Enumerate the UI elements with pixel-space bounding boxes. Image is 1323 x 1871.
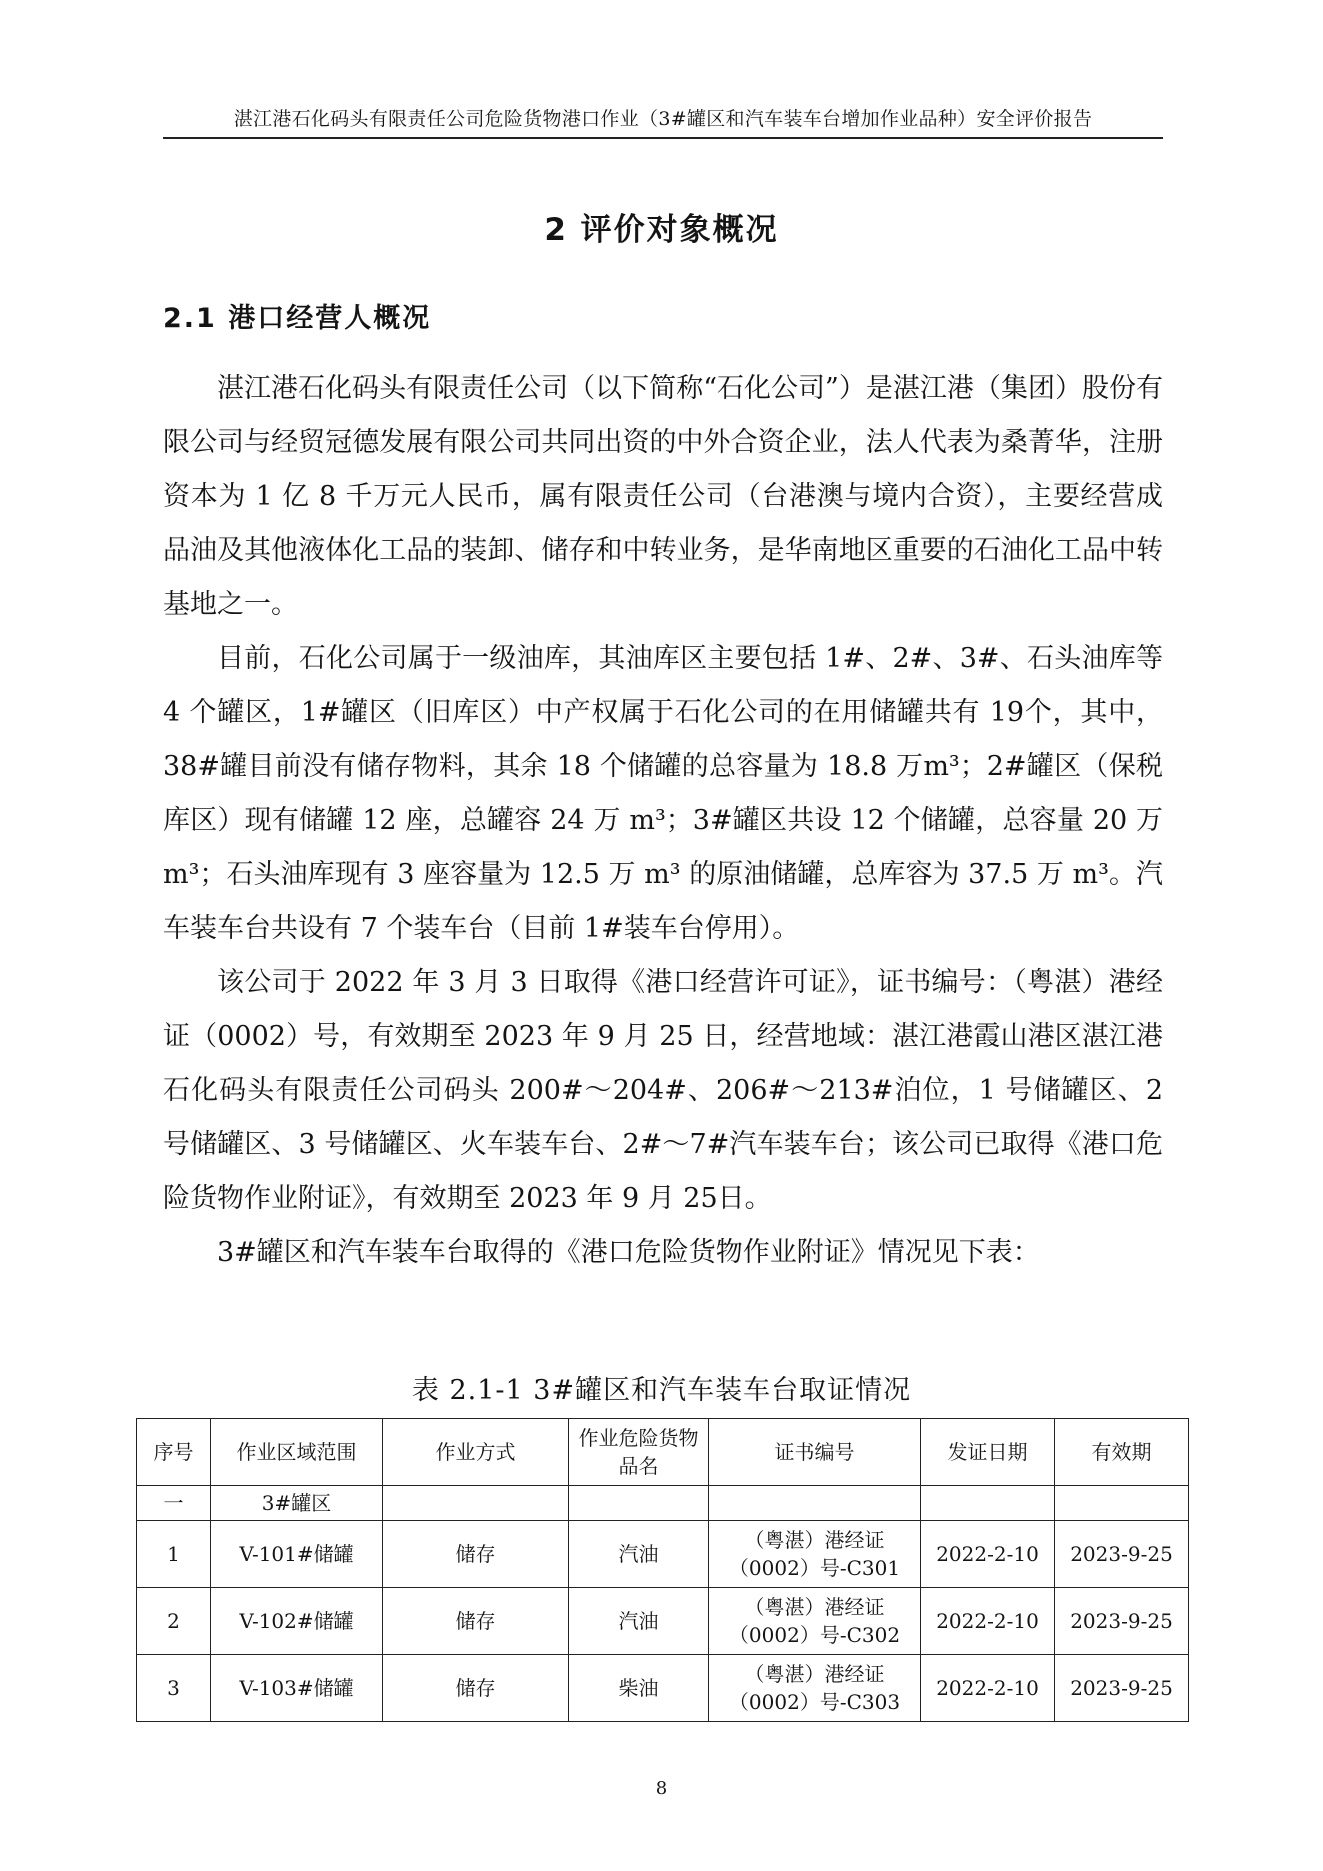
cell-issue-date: 2022-2-10 [921, 1655, 1055, 1722]
column-header-index: 序号 [137, 1419, 211, 1486]
table-group-row [137, 1486, 1189, 1521]
column-header-valid-until: 有效期 [1055, 1419, 1189, 1486]
permit-table [136, 1418, 1189, 1722]
table-row [137, 1655, 1189, 1722]
cell-area: V-102#储罐 [211, 1588, 383, 1655]
cell-mode: 储存 [383, 1655, 569, 1722]
cell-cargo: 汽油 [569, 1588, 709, 1655]
paragraph-company-intro: 湛江港石化码头有限责任公司（以下简称“石化公司”）是湛江港（集团）股份有限公司与经贸冠德发展有限公司共同出资的中外合资企业，法人代表为桑菁华，注册资本为 1 亿 8 千万元人民币，属有限责任公司（台港澳与境内合资），主要经营成品油及其他液体化工品的装卸、储存和中转业务，是华南地区重要的石油化工品中转基地之一。 [163, 373, 1163, 620]
table-header-row [137, 1419, 1189, 1486]
cell-mode: 储存 [383, 1588, 569, 1655]
table-row [137, 1588, 1189, 1655]
cert-line-1: （粤湛）港经证 [744, 1528, 885, 1552]
column-header-cargo: 作业危险货物品名 [569, 1419, 709, 1486]
column-header-area: 作业区域范围 [211, 1419, 383, 1486]
cell-issue-date: 2022-2-10 [921, 1521, 1055, 1588]
cert-line-1: （粤湛）港经证 [744, 1662, 885, 1686]
cert-line-2: （0002）号-C301 [728, 1556, 901, 1580]
column-header-certificate: 证书编号 [709, 1419, 921, 1486]
chapter-title: 2 评价对象概况 [544, 212, 779, 248]
cell-valid-until: 2023-9-25 [1055, 1588, 1189, 1655]
cell-certificate [709, 1588, 921, 1655]
group-area: 3#罐区 [211, 1486, 383, 1521]
section-title: 2.1 港口经营人概况 [163, 303, 432, 334]
empty-cell [1055, 1486, 1189, 1521]
empty-cell [569, 1486, 709, 1521]
group-index: 一 [137, 1486, 211, 1521]
cell-cargo: 柴油 [569, 1655, 709, 1722]
cell-valid-until: 2023-9-25 [1055, 1521, 1189, 1588]
cell-mode: 储存 [383, 1521, 569, 1588]
empty-cell [383, 1486, 569, 1521]
cert-line-2: （0002）号-C303 [728, 1690, 901, 1714]
empty-cell [709, 1486, 921, 1521]
page-number: 8 [655, 1778, 668, 1799]
cell-index: 3 [137, 1655, 211, 1722]
cell-valid-until: 2023-9-25 [1055, 1655, 1189, 1722]
running-header: 湛江港石化码头有限责任公司危险货物港口作业（3#罐区和汽车装车台增加作业品种）安全评价报告 [233, 108, 1093, 130]
cell-index: 2 [137, 1588, 211, 1655]
header-divider [163, 137, 1163, 139]
cell-index: 1 [137, 1521, 211, 1588]
cell-certificate [709, 1521, 921, 1588]
cell-cargo: 汽油 [569, 1521, 709, 1588]
column-header-mode: 作业方式 [383, 1419, 569, 1486]
body-text [163, 362, 1163, 1280]
column-header-issue-date: 发证日期 [921, 1419, 1055, 1486]
table-row [137, 1521, 1189, 1588]
cell-certificate [709, 1655, 921, 1722]
cell-issue-date: 2022-2-10 [921, 1588, 1055, 1655]
paragraph-tank-areas: 目前，石化公司属于一级油库，其油库区主要包括 1#、2#、3#、石头油库等 4 个罐区，1#罐区（旧库区）中产权属于石化公司的在用储罐共有 19个，其中，38#罐目前没有储存物料，其余 18 个储罐的总容量为 18.8 万m³；2#罐区（保税库区）现有储罐 12 座，总罐容 24 万 m³；3#罐区共设 12 个储罐，总容量 20 万 m³；石头油库现有 3 座容量为 12.5 万 m³ 的原油储罐，总库容为 37.5 万 m³。汽车装车台共设有 7 个装车台（目前 1#装车台停用）。 [163, 643, 1163, 944]
paragraph-table-intro: 3#罐区和汽车装车台取得的《港口危险货物作业附证》情况见下表： [217, 1237, 1040, 1268]
cell-area: V-101#储罐 [211, 1521, 383, 1588]
paragraph-license: 该公司于 2022 年 3 月 3 日取得《港口经营许可证》，证书编号：（粤湛）港经证（0002）号，有效期至 2023 年 9 月 25 日，经营地域：湛江港霞山港区湛江港石化码头有限责任公司码头 200#～204#、206#～213#泊位，1 号储罐区、2 号储罐区、3 号储罐区、火车装车台、2#～7#汽车装车台；该公司已取得《港口危险货物作业附证》，有效期至 2023 年 9 月 25日。 [163, 967, 1163, 1214]
table-caption: 表 2.1-1 3#罐区和汽车装车台取证情况 [411, 1375, 912, 1406]
cert-line-1: （粤湛）港经证 [744, 1595, 885, 1619]
empty-cell [921, 1486, 1055, 1521]
cert-line-2: （0002）号-C302 [728, 1623, 901, 1647]
cell-area: V-103#储罐 [211, 1655, 383, 1722]
